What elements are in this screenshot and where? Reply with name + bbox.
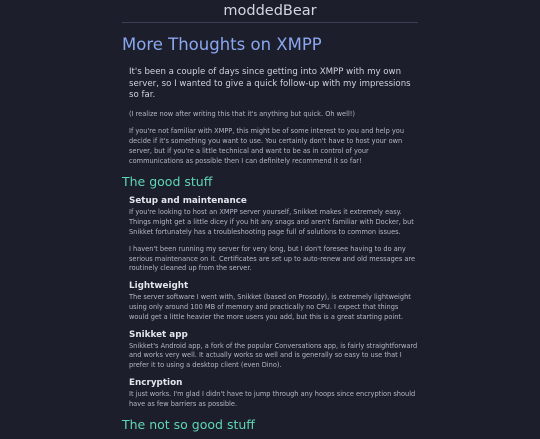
subheading-snikket-app: Snikket app [129,329,188,340]
lightweight-paragraph: The server software I went with, Snikket (based on Prosody), is extremely lightweight using only around 100 MB of memory and practically no CPU. I expect that things would get a little heavier the more users you add, but this is a great starting point. [129,293,411,321]
subsection-setup [129,196,420,274]
encryption-paragraph: It just works. I'm glad I didn't have to jump through any hoops since encryption should have as few barriers as possible. [129,390,416,408]
section-heading-good: The good stuff [122,174,213,190]
setup-paragraph-1: If you're looking to host an XMPP server yourself, Snikket makes it extremely easy. Things might get a little dicey if you hit any snags and aren't familiar with Docker, but Snikket fortunately has a troubleshooting page full of solutions to common issues. [129,208,414,237]
site-title-link[interactable]: moddedBear [223,3,317,19]
post-content [122,30,420,439]
subheading-setup: Setup and maintenance [129,196,247,207]
subheading-encryption: Encryption [129,378,183,389]
section-good [122,196,420,409]
subsection-lightweight [129,281,420,322]
subsection-encryption [129,378,420,410]
site-header [122,0,418,23]
snikket-app-paragraph: Snikket's Android app, a fork of the popular Conversations app, is fairly straightforward and works very well. It actually works so well and is generally so easy to use that I prefer it to using a desktop client (even Dino). [129,341,418,370]
subheading-lightweight: Lightweight [129,281,189,292]
post-intro-paragraph: If you're not familiar with XMPP, this might be of some interest to you and help you decide if it's something you want to use. You certainly don't have to host your own server, but if you're a little technical and want to be as in control of your communications as possible then I can definitely recommend it so far! [129,127,405,165]
subsection-snikket-app [129,330,420,371]
post-intro [122,67,420,166]
post-note: (I realize now after writing this that it's anything but quick. Oh well!) [129,109,355,118]
section-heading-bad: The not so good stuff [122,416,255,432]
setup-paragraph-2: I haven't been running my server for very long, but I don't foresee having to do any serious maintenance on it. Certificates are set up to auto-renew and old messages are routinely cleaned up from the server. [129,244,416,273]
post-title: More Thoughts on XMPP [122,35,322,54]
post-lede: It's been a couple of days since getting into XMPP with my own server, so I wanted to give a quick follow-up with my impressions so far. [129,67,411,100]
